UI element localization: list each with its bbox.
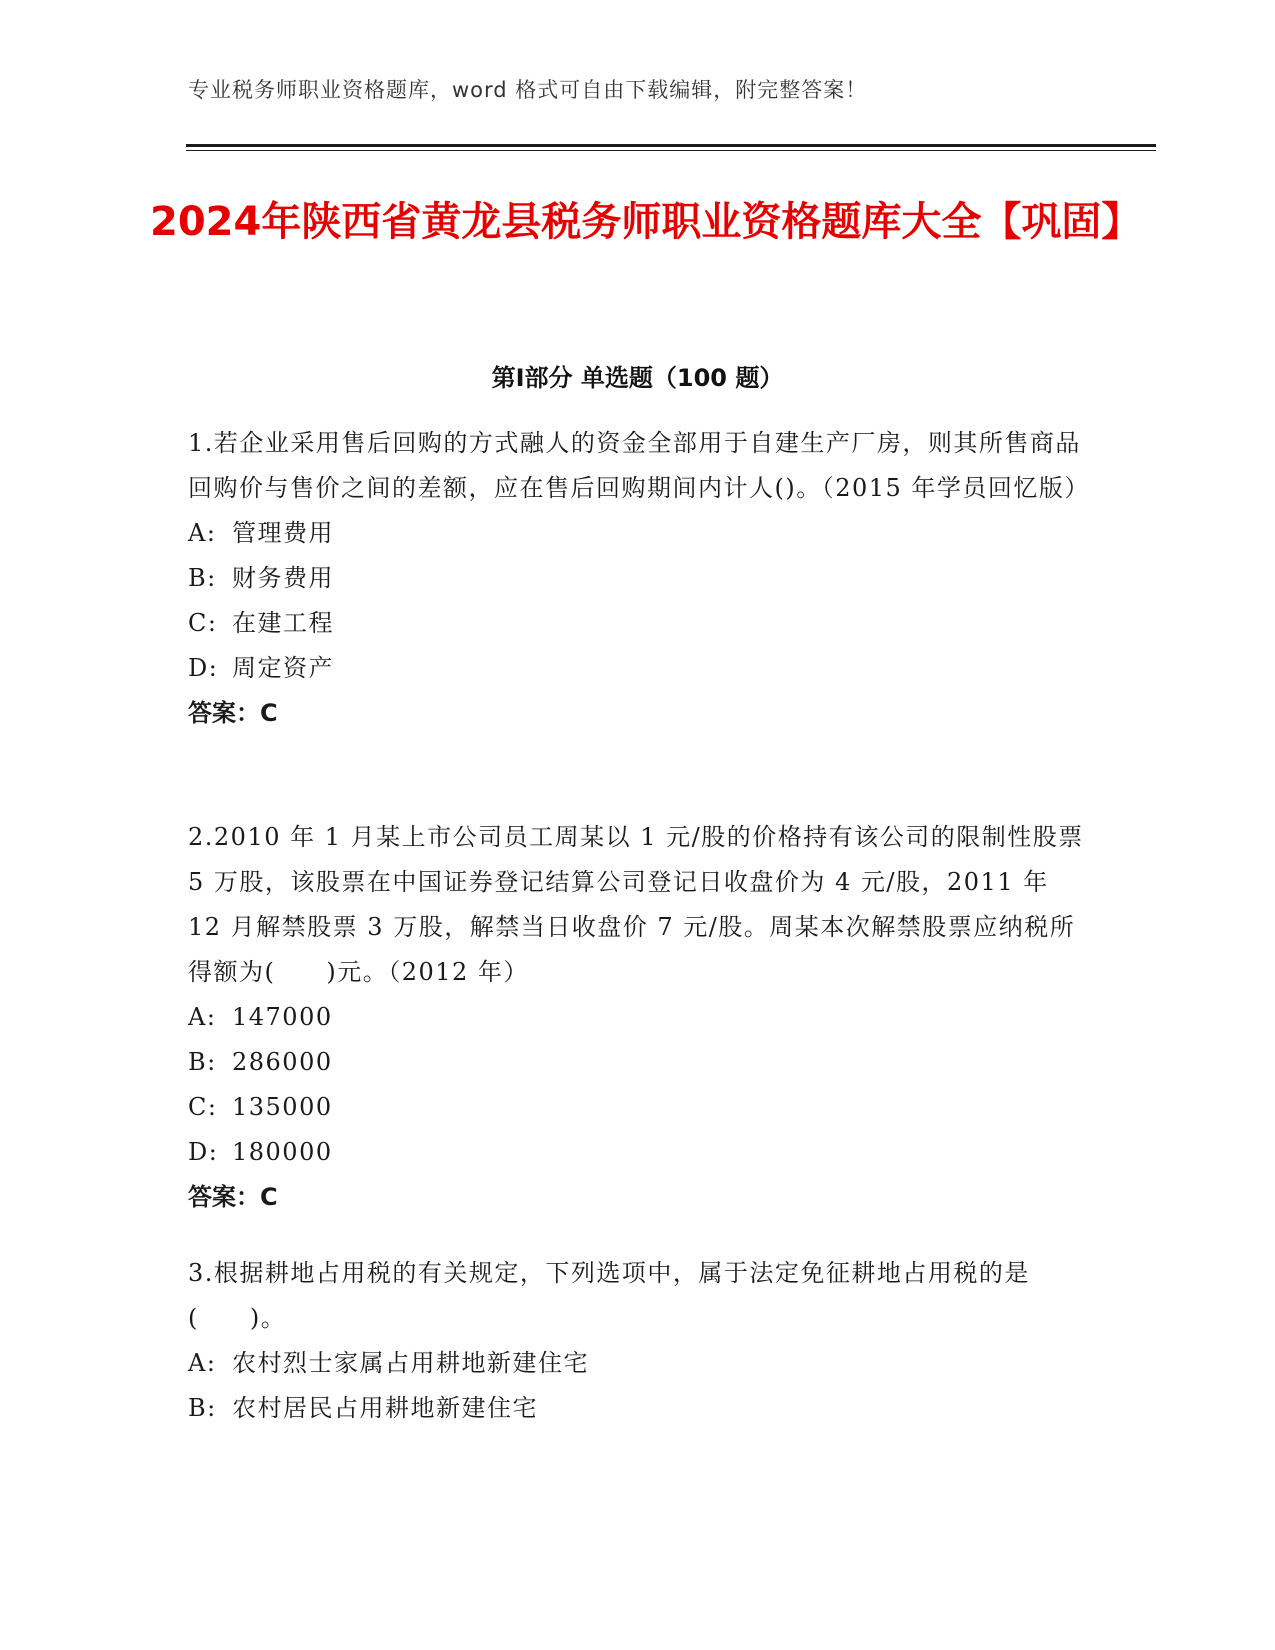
option-text: 286000	[232, 1048, 333, 1076]
answer: 答案：C	[188, 1183, 278, 1211]
option-text: 147000	[232, 1003, 333, 1031]
option-a	[188, 995, 1088, 1040]
question-2	[188, 815, 1088, 1220]
header-divider-thin	[186, 150, 1156, 151]
option-text: 管理费用	[232, 519, 334, 547]
option-letter: B:	[188, 1048, 217, 1076]
option-letter: D:	[188, 1138, 219, 1166]
option-text: 180000	[232, 1138, 333, 1166]
question-stem: 3.根据耕地占用税的有关规定，下列选项中，属于法定免征耕地占用税的是( )。	[188, 1259, 1030, 1332]
option-letter: B:	[188, 564, 217, 592]
option-letter: C:	[188, 1093, 218, 1121]
option-text: 财务费用	[232, 564, 334, 592]
option-c	[188, 1085, 1088, 1130]
option-text: 周定资产	[232, 654, 334, 682]
question-stem: 2.2010 年 1 月某上市公司员工周某以 1 元/股的价格持有该公司的限制性股票 5 万股，该股票在中国证券登记结算公司登记日收盘价为 4 元/股，2011 年 12 月解禁股票 3 万股，解禁当日收盘价 7 元/股。周某本次解禁股票应纳税所得额为( )元。（2012 年）	[188, 823, 1084, 986]
option-letter: D:	[188, 654, 219, 682]
answer: 答案：C	[188, 699, 278, 727]
option-c	[188, 601, 1088, 646]
option-letter: A:	[188, 1349, 217, 1377]
option-a	[188, 511, 1088, 556]
question-1	[188, 421, 1088, 736]
option-text: 农村烈士家属占用耕地新建住宅	[232, 1349, 589, 1377]
header-note: 专业税务师职业资格题库，word 格式可自由下载编辑，附完整答案！	[188, 78, 868, 102]
option-b	[188, 556, 1088, 601]
section-title: 第Ⅰ部分 单选题（100 题）	[491, 364, 784, 392]
option-text: 135000	[232, 1093, 333, 1121]
question-3	[188, 1251, 1088, 1431]
document-title: 2024年陕西省黄龙县税务师职业资格题库大全【巩固】	[150, 199, 1142, 245]
option-letter: A:	[188, 519, 217, 547]
option-letter: B:	[188, 1394, 217, 1422]
option-d	[188, 1130, 1088, 1175]
option-b	[188, 1386, 1088, 1431]
option-b	[188, 1040, 1088, 1085]
question-stem: 1.若企业采用售后回购的方式融人的资金全部用于自建生产厂房，则其所售商品回购价与售价之间的差额，应在售后回购期间内计人()。（2015 年学员回忆版）	[188, 429, 1090, 502]
option-text: 在建工程	[232, 609, 334, 637]
option-letter: C:	[188, 609, 218, 637]
option-letter: A:	[188, 1003, 217, 1031]
option-text: 农村居民占用耕地新建住宅	[232, 1394, 538, 1422]
option-d	[188, 646, 1088, 691]
header-divider-thick	[186, 144, 1156, 147]
option-a	[188, 1341, 1088, 1386]
